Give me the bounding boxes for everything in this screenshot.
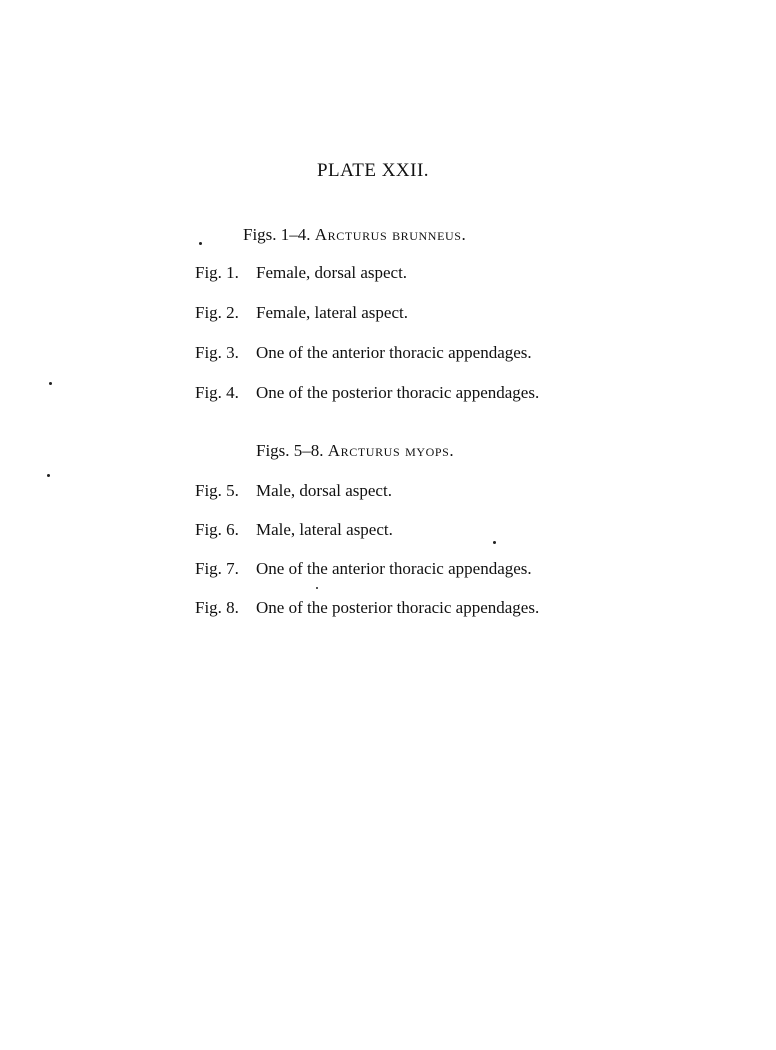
- figure-description: One of the anterior thoracic appendages.: [256, 343, 532, 362]
- group-heading-2: [256, 441, 454, 461]
- scan-speck: [493, 541, 496, 544]
- scan-speck: [316, 587, 318, 589]
- figure-description: One of the posterior thoracic appendages.: [256, 383, 540, 402]
- figure-caption-7: [195, 559, 532, 579]
- figure-label: Fig. 2.: [195, 303, 239, 322]
- figure-label: Fig. 8.: [195, 598, 239, 617]
- figure-label: Fig. 3.: [195, 343, 239, 362]
- figure-label: Fig. 1.: [195, 263, 239, 282]
- figure-caption-8: [195, 598, 539, 618]
- figure-description: Female, lateral aspect.: [256, 303, 408, 322]
- scan-speck: [47, 474, 50, 477]
- figure-description: Male, lateral aspect.: [256, 520, 393, 539]
- group-heading-figs: Figs. 1–4.: [243, 225, 311, 244]
- figure-description: One of the posterior thoracic appendages.: [256, 598, 540, 617]
- scan-speck: [49, 382, 52, 385]
- group-heading-figs: Figs. 5–8.: [256, 441, 324, 460]
- figure-label: Fig. 4.: [195, 383, 239, 402]
- figure-caption-6: [195, 520, 393, 540]
- figure-description: Male, dorsal aspect.: [256, 481, 392, 500]
- figure-label: Fig. 5.: [195, 481, 239, 500]
- scan-speck: [199, 242, 202, 245]
- figure-description: One of the anterior thoracic appendages.: [256, 559, 532, 578]
- figure-caption-5: [195, 481, 392, 501]
- figure-caption-3: [195, 343, 532, 363]
- group-heading-species: Arcturus myops.: [327, 441, 455, 460]
- figure-label: Fig. 7.: [195, 559, 239, 578]
- figure-caption-4: [195, 383, 539, 403]
- group-heading-1: [243, 225, 466, 245]
- figure-caption-2: [195, 303, 408, 323]
- plate-title: PLATE XXII.: [316, 160, 430, 181]
- figure-description: Female, dorsal aspect.: [256, 263, 408, 282]
- figure-label: Fig. 6.: [195, 520, 239, 539]
- group-heading-species: Arcturus brunneus.: [314, 225, 467, 244]
- figure-caption-1: [195, 263, 407, 283]
